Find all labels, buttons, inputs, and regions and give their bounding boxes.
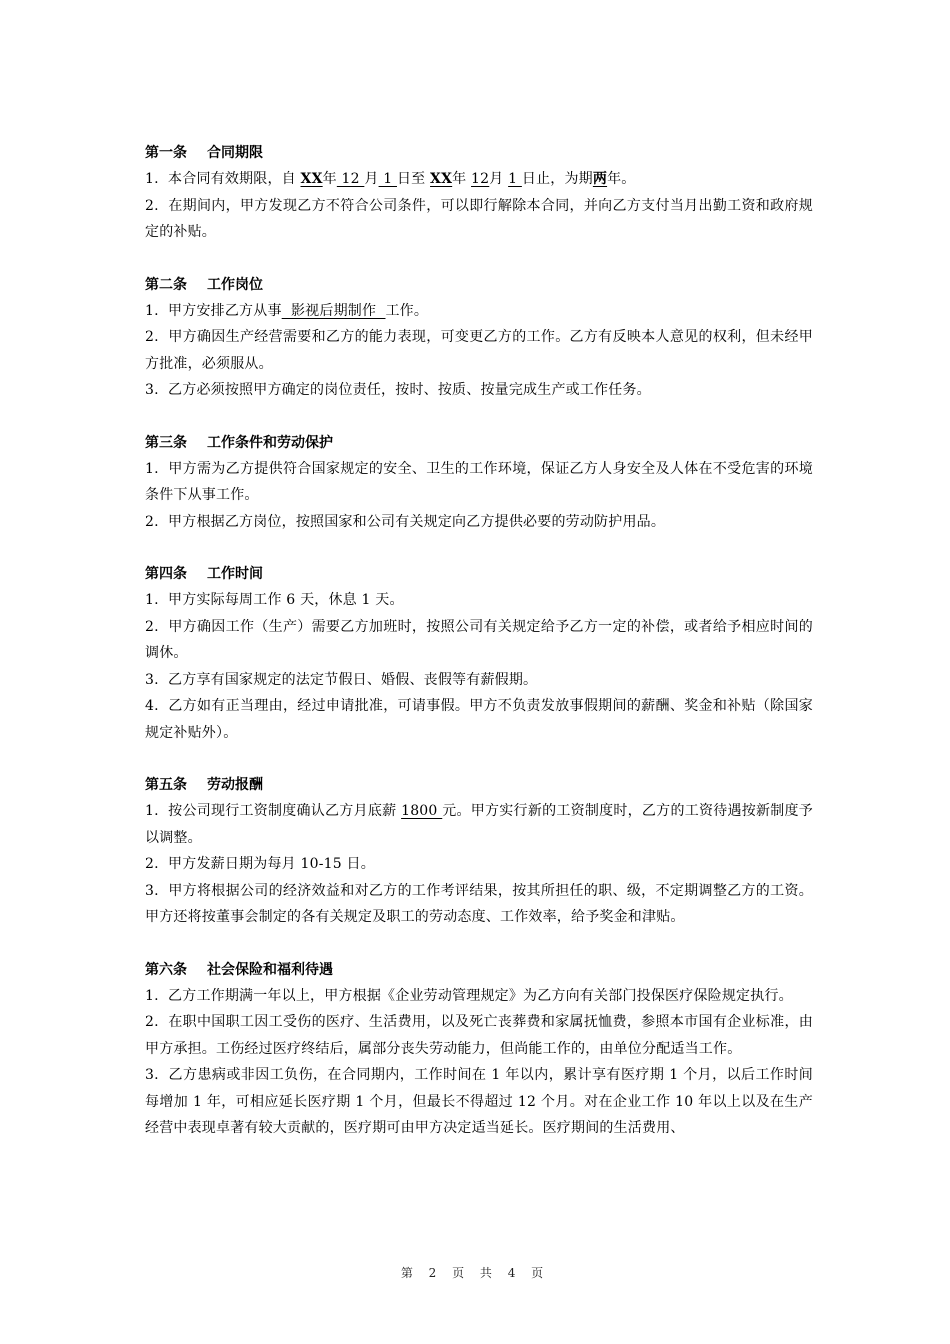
- clause-text: 工作。: [385, 302, 429, 319]
- clause-text: 1. 甲方实际每周工作 6 天，休息 1 天。: [145, 592, 404, 608]
- clause-text: 日至: [396, 171, 431, 187]
- article-number: 第五条: [145, 777, 187, 793]
- clause-text: 2. 甲方确因工作（生产）需要乙方加班时，按照公司有关规定给予乙方一定的补偿，或者给予相应时间的调休。: [145, 618, 813, 661]
- clause-text: 2. 甲方根据乙方岗位，按照国家和公司有关规定向乙方提供必要的劳动防护用品。: [145, 513, 666, 530]
- clause-paragraph: [145, 983, 813, 1010]
- clause-paragraph: [145, 509, 813, 536]
- clause-text: 1. 甲方安排乙方从事: [145, 302, 282, 319]
- article-title: 工作岗位: [207, 276, 263, 293]
- clause-paragraph: [145, 1009, 813, 1062]
- clause-text: 1. 乙方工作期满一年以上，甲方根据《企业劳动管理规定》为乙方向有关部门投保医疗保险规定执行。: [145, 987, 793, 1004]
- clause-paragraph: [145, 667, 813, 694]
- clause-text: 年: [452, 171, 472, 187]
- article-number: 第六条: [145, 961, 187, 978]
- filled-blank: 12: [471, 171, 490, 187]
- article-section: [145, 430, 813, 536]
- document-page: [145, 140, 813, 1168]
- filled-blank: 1: [508, 171, 522, 187]
- article-title: 工作条件和劳动保护: [207, 434, 333, 451]
- clause-text: 2. 甲方发薪日期为每月 10-15 日。: [145, 856, 375, 872]
- clause-paragraph: [145, 324, 813, 377]
- clause-text: 2. 在职中国职工因工受伤的医疗、生活费用，以及死亡丧葬费和家属抚恤费，参照本市国有企业标准，由甲方承担。工伤经过医疗终结后，属部分丧失劳动能力，但尚能工作的，由单位分配适当工作。: [145, 1014, 813, 1057]
- clause-text: 元。甲方实行新的工资制度时，乙方的工资待遇按新制度予以调整。: [145, 803, 813, 846]
- clause-text: 1. 按公司现行工资制度确认乙方月底薪: [145, 803, 402, 819]
- clause-paragraph: [145, 587, 813, 614]
- clause-text: 月: [364, 171, 379, 187]
- page-footer: 第 2 页 共 4 页: [400, 1266, 550, 1280]
- clause-paragraph: [145, 614, 813, 667]
- clause-text: 1. 本合同有效期限，自: [145, 171, 301, 187]
- clause-paragraph: [145, 193, 813, 246]
- article-heading: [145, 561, 813, 587]
- clause-text: 1. 甲方需为乙方提供符合国家规定的安全、卫生的工作环境，保证乙方人身安全及人体在不受危害的环境条件下从事工作。: [145, 460, 813, 503]
- clause-text: 3. 甲方将根据公司的经济效益和对乙方的工作考评结果，按其所担任的职、级，不定期调整乙方的工资。甲方还将按董事会制定的各有关规定及职工的劳动态度、工作效率，给予奖金和津贴。: [145, 882, 813, 925]
- clause-text: 年。: [607, 171, 636, 187]
- article-title: 社会保险和福利待遇: [207, 961, 333, 978]
- clause-text: 4. 乙方如有正当理由，经过申请批准，可请事假。甲方不负责发放事假期间的薪酬、奖金和补贴（除国家规定补贴外）。: [145, 698, 813, 741]
- filled-blank: 12: [336, 171, 365, 187]
- article-section: [145, 140, 813, 246]
- article-heading: [145, 140, 813, 166]
- article-heading: [145, 772, 813, 798]
- article-number: 第二条: [145, 276, 187, 293]
- clause-text: 2. 甲方确因生产经营需要和乙方的能力表现，可变更乙方的工作。乙方有反映本人意见的权利，但未经甲方批准，必须服从。: [145, 329, 813, 372]
- article-heading: [145, 272, 813, 298]
- article-title: 合同期限: [207, 145, 263, 161]
- clause-paragraph: [145, 693, 813, 746]
- filled-blank: XX: [430, 171, 453, 187]
- article-number: 第一条: [145, 145, 187, 161]
- article-section: [145, 957, 813, 1142]
- clause-paragraph: [145, 878, 813, 931]
- clause-text: 月: [489, 171, 509, 187]
- filled-blank: XX: [300, 171, 323, 187]
- clause-text: 年: [322, 171, 337, 187]
- article-number: 第四条: [145, 566, 187, 582]
- filled-blank: 1800: [401, 803, 443, 819]
- clause-text: 2. 在期间内，甲方发现乙方不符合公司条件，可以即行解除本合同，并向乙方支付当月出勤工资和政府规定的补贴。: [145, 197, 813, 240]
- clause-paragraph: [145, 456, 813, 509]
- article-section: [145, 772, 813, 931]
- article-heading: [145, 430, 813, 456]
- article-title: 劳动报酬: [207, 777, 263, 793]
- clause-text: 3. 乙方享有国家规定的法定节假日、婚假、丧假等有薪假期。: [145, 671, 538, 688]
- article-heading: [145, 957, 813, 983]
- filled-blank: 两: [592, 171, 608, 187]
- article-section: [145, 561, 813, 746]
- filled-blank: 1: [378, 171, 397, 187]
- clause-paragraph: [145, 166, 813, 193]
- article-section: [145, 272, 813, 404]
- clause-paragraph: [145, 298, 813, 325]
- clause-paragraph: [145, 851, 813, 878]
- clause-text: 3. 乙方必须按照甲方确定的岗位责任，按时、按质、按量完成生产或工作任务。: [145, 382, 651, 398]
- clause-paragraph: [145, 1062, 813, 1142]
- clause-text: 3. 乙方患病或非因工负伤，在合同期内，工作时间在 1 年以内，累计享有医疗期 1 个月，以后工作时间每增加 1 年，可相应延长医疗期 1 个月，但最长不得超过 12 个月。对在企业工作 10 年以上以及在生产经营中表现卓著有较大贡献的，医疗期可由甲方决定适当延长。医疗期间的生活费用、: [145, 1067, 813, 1136]
- article-number: 第三条: [145, 434, 187, 451]
- clause-text: 日止，为期: [521, 171, 593, 187]
- clause-paragraph: [145, 798, 813, 851]
- article-title: 工作时间: [207, 566, 263, 582]
- clause-paragraph: [145, 377, 813, 404]
- filled-blank: 影视后期制作: [281, 302, 386, 319]
